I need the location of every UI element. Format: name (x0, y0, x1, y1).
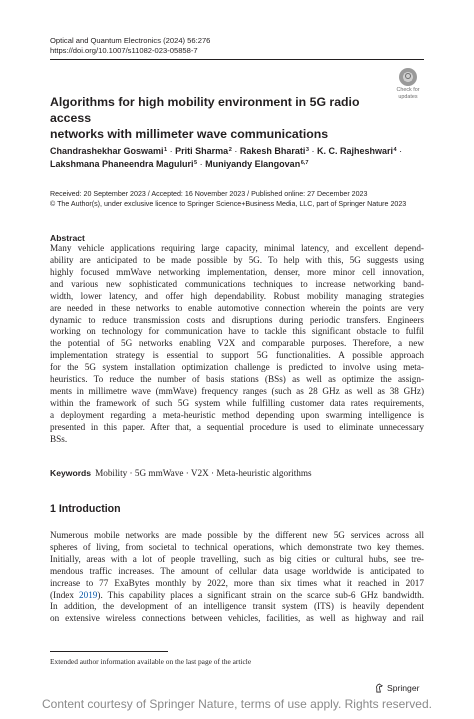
badge-line1: Check for (396, 87, 420, 93)
introduction-body (50, 530, 424, 625)
journal-info (50, 36, 210, 56)
abstract-body (50, 243, 424, 446)
abstract-line: within the framework of such 5G system while fulfilling customer data rates requirements, (50, 397, 424, 408)
check-updates-icon (399, 68, 417, 86)
citation-rest: ). This capability places a significant strain on the scarce sub-6 GHz bandwidth. (97, 589, 424, 600)
title-line-1: Algorithms for high mobility environment in 5G radio access (50, 95, 360, 125)
keywords-list: Mobility · 5G mmWave · V2X · Meta-heuristic algorithms (95, 468, 312, 478)
abstract-line: BSs. (50, 433, 68, 444)
abstract-line: are needed in these networks to enable automotive connection wherein the points are very (50, 302, 424, 313)
author-name[interactable]: Priti Sharma (175, 146, 229, 156)
journal-name: Optical and Quantum Electronics (2024) 56:276 (50, 36, 211, 45)
header-rule (50, 59, 424, 60)
intro-line: spheres of living, from societal to technical operations, which demonstrate two key themes. (50, 541, 424, 552)
author-list: Chandrashekhar Goswami$^1$ · Priti Sharma$^2$ · Rakesh Bharati$^3$ · K. C. Rajheshwari$^4$ · Lakshmana Phaneendra Maguluri$^5$ · Muniyandy Elangovan$^{6,7}$ (50, 146, 403, 169)
author-affiliation: 5 (194, 159, 198, 166)
abstract-line: working on technology for communication have to tackle this significant obstacle to fulfil (50, 326, 424, 337)
copyright-line: © The Author(s), under exclusive licence to Springer Science+Business Media, LLC, part of Springer Nature 2023 (50, 200, 407, 208)
publication-dates (50, 189, 430, 209)
keywords-heading: Keywords (50, 468, 92, 478)
abstract-line: and various new sophisticated communications techniques to increase networking band- (50, 278, 424, 289)
abstract-line: Many vehicle applications requiring large capacity, minimal latency, and excellent depend- (50, 243, 424, 253)
courtesy-watermark: Content courtesy of Springer Nature, terms of use apply. Rights reserved. (42, 697, 432, 711)
abstract-line: for the 5G system installation optimization challenge is predicted to involve using meta- (50, 362, 424, 373)
keywords (50, 467, 312, 479)
author-affiliation: 6,7 (300, 159, 309, 166)
check-for-updates-badge[interactable] (392, 67, 424, 103)
intro-line: increase to 77 ExaBytes monthly by 2022, more than six times what it reached in 2017 (50, 577, 424, 588)
footnote-rule (50, 651, 168, 652)
footnote: Extended author information available on the last page of the article (50, 657, 252, 666)
section-heading: 1 Introduction (50, 503, 121, 515)
author-name[interactable]: Muniyandy Elangovan (205, 158, 301, 169)
author-affiliation: 4 (393, 147, 397, 153)
intro-line: Numerous mobile networks are made possible by the different new 5G services across all (50, 530, 424, 540)
history-dates: Received: 20 September 2023 / Accepted: 16 November 2023 / Published online: 27 December 2023 (50, 190, 368, 198)
intro-line: mendous traffic increases. The amount of cellular data usage worldwide is anticipated to (50, 565, 424, 576)
intro-line: Initially, areas with a lot of people travelling, such as big cities or cultural hubs, see tre- (50, 553, 424, 564)
author-affiliation: 2 (228, 147, 232, 153)
doi-link[interactable]: https://doi.org/10.1007/s11082-023-05858-7 (50, 46, 198, 55)
springer-horse-icon (375, 683, 384, 693)
abstract-line: ments in millimetre wave (mmWave) frequency ranges (such as 28 GHz as well as 38 GHz) (50, 386, 424, 397)
citation-open: (Index (50, 589, 80, 600)
author-name[interactable]: Chandrashekhar Goswami (50, 146, 164, 156)
author-affiliation: 3 (305, 147, 309, 153)
intro-line-citation (50, 590, 424, 602)
publisher-mark (375, 683, 419, 693)
abstract-line: a deployment regarding a meta-heuristic method depending upon swarming intelligence is (50, 409, 424, 420)
abstract-line: dynamic to reduce transmission costs and disruptions during periodic transfers. Engineers (50, 314, 424, 325)
abstract-line: width, lower latency, and offer high dependability. Robust mobility managing strategies (50, 290, 424, 301)
abstract-line: presented in this paper. After that, a sequential procedure is used to eliminate unnecessary (50, 421, 424, 432)
abstract-heading: Abstract (50, 233, 85, 243)
abstract-line: implementation strategy is essential to support 5G functionalities. A possible approach (50, 350, 424, 361)
abstract-line: highly focused mmWave networking implementation, denser, more minor cell innovation, (50, 266, 424, 277)
badge-line2: updates (398, 93, 418, 100)
title-line-2: networks with millimeter wave communications (50, 127, 329, 141)
abstract-line: the potential of 5G networks enabling V2X and comparable purposes. Therefore, a new (50, 338, 424, 349)
abstract-line: ability are anticipated to be made possible by 5G. To help with this, 5G suggests using (50, 254, 424, 265)
citation-link[interactable]: 2019 (79, 589, 98, 600)
intro-line: on extensive wireless connections between vehicles, facilities, as well as highway and rail (50, 613, 424, 624)
author-name[interactable]: Rakesh Bharati (239, 146, 306, 156)
author-affiliation: 1 (164, 147, 168, 153)
publisher-name: Springer (387, 683, 420, 693)
abstract-line: heuristics. To reduce the number of basis stations (BSs) as well as optimize the assign- (50, 374, 424, 385)
author-name[interactable]: K. C. Rajheshwari (316, 146, 394, 156)
intro-line: In addition, the development of an intelligence transit system (ITS) is heavily dependent (50, 601, 424, 612)
author-name[interactable]: Lakshmana Phaneendra Maguluri (50, 158, 194, 169)
article-title (50, 94, 390, 142)
